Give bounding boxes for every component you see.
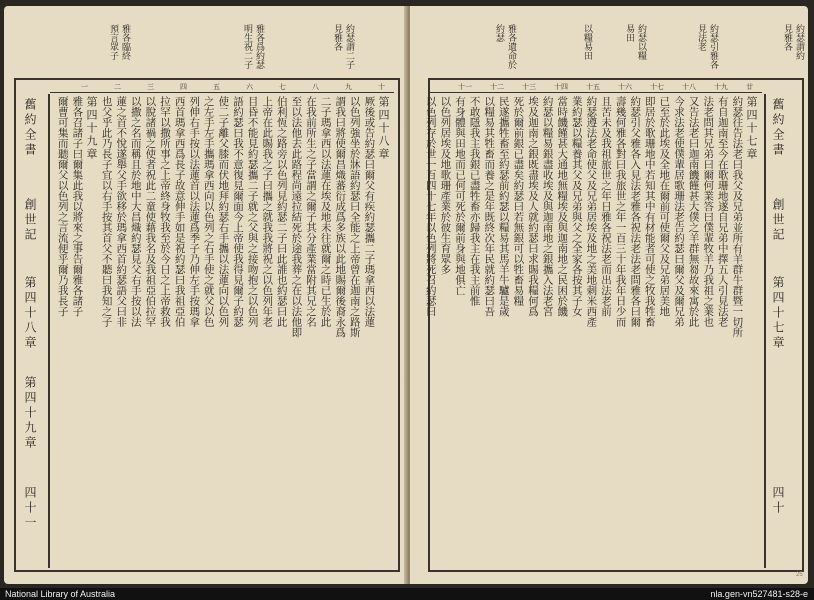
column-number: 十一 — [458, 83, 472, 91]
column-number: 九 — [345, 83, 352, 91]
footer-id: nla.gen-vn527481-s28-e — [710, 589, 808, 599]
margin-note: 約瑟引雅各 — [708, 24, 718, 69]
text-column: 以脫諸禍之使者祝此二童使藉我名及我祖亞伯拉罕 — [144, 96, 157, 327]
page-number: 四十一 — [23, 486, 37, 531]
page-number: 四十 — [771, 486, 785, 516]
margin-note: 預言眾子 — [108, 24, 118, 60]
text-column: 列伸右手按以法蓮首以法蓮爲季子乃伸左手按瑪拿 — [188, 96, 201, 327]
footer-bar — [0, 588, 814, 600]
text-column: 伯利恆之路旁以色列見約瑟二子曰此誰也約瑟曰此 — [275, 96, 288, 327]
footer-credit: National Library of Australia — [5, 589, 116, 599]
text-column: 之左手左手攜瑪拿西向以色列之右手使之就父以色 — [202, 96, 215, 327]
margin-note: 見雅各 — [332, 24, 342, 51]
column-number: 十四 — [554, 83, 568, 91]
text-column: 以色列強坐於牀語約瑟曰全能之上帝曾在迦南之路斯 — [348, 96, 361, 338]
column-number: 四 — [180, 83, 187, 91]
text-column: 以色列存於世一百四十七年以色列將死召約瑟曰 — [424, 96, 437, 317]
chapter-heading: 第四十七章 — [745, 96, 758, 161]
stamp-number: 25 — [796, 572, 803, 578]
column-tick-row — [50, 80, 394, 93]
text-column: 厥後或告約瑟曰爾父有疾約瑟攜二子瑪拿西以法蓮 — [363, 96, 376, 327]
column-number: 六 — [246, 83, 253, 91]
left-page — [4, 6, 408, 584]
margin-note: 約瑟 — [494, 24, 504, 42]
text-column: 在我前所生之子當謂之爾子其分產業當附其兄之名 — [305, 96, 317, 327]
margin-note: 約瑟以糧 — [636, 24, 646, 60]
text-column: 且苦未及我祖旅世之年日雅各祝法老而出法老前 — [600, 96, 612, 317]
running-book: 創世記 — [771, 198, 785, 243]
text-column: 約瑟往告法老曰我父及兄弟並所有羊群牛群暨一切所 — [731, 96, 744, 338]
text-column: 有身體與田地而已何可死於爾前身與地俱亡 — [454, 96, 466, 296]
text-column: 死於爾前銀已盡矣約瑟曰若無銀可以牲畜易糧 — [512, 96, 525, 306]
text-column: 雅各召諸子曰爾集此我以將來之事告爾雅各諸子 — [71, 96, 84, 317]
column-number: 三 — [147, 83, 154, 91]
text-column: 上帝在此賜我之子曰攜之就我我將祝之以色列年老 — [261, 96, 274, 327]
column-number: 二 — [114, 83, 121, 91]
text-column: 以色列居埃及地歌珊產業於彼生育眾多 — [439, 96, 452, 275]
text-column: 今求法老使僕輩居歌珊法老告約瑟曰爾父及爾兄弟 — [673, 96, 685, 327]
text-column: 至以法他去此路程尚遠拉結死於途我葬之在以法他即 — [290, 96, 303, 338]
column-number: 十三 — [522, 83, 536, 91]
text-column: 業約瑟以糧養其父及兄弟與父之全家各按其子女 — [570, 96, 583, 317]
column-number: 一 — [81, 83, 88, 91]
right-page — [410, 6, 808, 584]
column-number: 十七 — [650, 83, 664, 91]
running-book: 創世記 — [23, 198, 37, 243]
chapter-heading: 第四十八章 — [377, 96, 390, 161]
column-number: 五 — [213, 83, 220, 91]
text-column: 也父乎此乃長子宜以右手按其首父不聽曰我知之子 — [100, 96, 113, 327]
margin-note: 約瑟謂二子 — [344, 24, 354, 69]
margin-note: 易田 — [624, 24, 634, 42]
text-column: 法老問其兄弟曰爾何業答曰僕輩牧羊乃我祖之業也 — [702, 96, 715, 327]
text-column: 使二子離父膝而伏地拜約瑟右手攜以法蓮向以色列 — [217, 96, 230, 327]
margin-note: 以糧易田 — [582, 24, 592, 60]
column-number: 十五 — [586, 83, 600, 91]
column-number: 十 — [378, 83, 385, 91]
text-column: 西首瑪拿西爲長子故意伸手如是祝約瑟曰我祖亞伯 — [173, 96, 186, 327]
margin-note: 明生祝二子 — [242, 24, 252, 69]
text-column: 已至於此埃及全地在爾前可使爾父及兄弟居美地 — [658, 96, 671, 317]
text-column: 有自迦南至今在歌珊地遂自兄弟中擇五人引見法老 — [716, 96, 729, 327]
column-number: 十九 — [714, 83, 728, 91]
running-title: 舊約全書 — [771, 98, 785, 158]
text-column: 語約瑟曰我不意復見爾面今上帝使我得見爾子約瑟 — [232, 96, 244, 327]
running-chapter: 第四十七章 — [771, 276, 785, 351]
margin-note: 雅各遺命於 — [506, 24, 516, 69]
running-chapter: 第四十八章 — [23, 276, 37, 351]
text-column: 拉罕以撒所事之上帝終身牧我至於今日之上帝救我 — [159, 96, 171, 327]
text-column: 埃及迦南之銀既盡埃及人就約瑟曰求賜我糧何爲 — [527, 96, 539, 317]
column-number: 八 — [312, 83, 319, 91]
margin-note: 見雅各 — [782, 24, 792, 51]
text-column: 壽幾何雅各對曰我旅世之年一百三十年我年日少而 — [614, 96, 627, 327]
text-column: 民遂攜牲畜至約瑟前約瑟以糧易其馬羊牛驢是歲 — [497, 96, 510, 317]
title-divider — [48, 94, 50, 568]
text-column: 爾曹可集而聽爾父以色列之言流便乎爾乃我長子 — [56, 96, 69, 317]
running-title: 舊約全書 — [23, 98, 37, 158]
margin-note: 雅各臨終 — [120, 24, 130, 60]
text-column: 約瑟遵法老命使父及兄弟居埃及地之美地刺米西產 — [585, 96, 598, 327]
text-column: 謂我曰將使爾昌熾蕃衍成爲多族以此地賜爾後裔永爲 — [334, 96, 347, 338]
text-column: 蓮之首不悅遂舉父手欲移於瑪拿西首約瑟語父曰非 — [115, 96, 128, 327]
chapter-heading: 第四十九章 — [85, 96, 98, 161]
text-column: 約瑟引父雅各入見法老雅各祝法老法老問雅各曰爾 — [629, 96, 642, 327]
text-column: 不敢隱我主我銀已盡牲畜亦歸我主在我主前惟 — [468, 96, 481, 306]
column-number: 七 — [279, 83, 286, 91]
text-column: 即居於歌珊地中若知其中有材能者可使之牧我牲畜 — [643, 96, 656, 327]
margin-note: 見法老 — [696, 24, 706, 51]
text-column: 以撒之名而稱且於地中大昌熾約瑟見父右手按以法 — [129, 96, 142, 327]
margin-note: 雅各爲約瑟 — [254, 24, 264, 69]
column-number: 十六 — [618, 83, 632, 91]
column-number: 十二 — [490, 83, 504, 91]
text-column: 二子瑪拿西以法蓮在埃及地未往就爾之時已生於此 — [319, 96, 332, 327]
text-column: 又告法老曰迦南饑饉甚大僕之羊群無芻故來寓於此 — [687, 96, 700, 327]
text-column: 約瑟以糧易銀盡收埃及與迦南地之銀攜入法老宮 — [541, 96, 554, 317]
column-number: 廿 — [746, 83, 753, 91]
title-divider — [764, 94, 766, 568]
running-chapter-2: 第四十九章 — [23, 376, 37, 451]
margin-note: 約瑟謂約 — [794, 24, 804, 60]
text-column: 目昏不能見約瑟攜二子就之父與之接吻抱之以色列 — [246, 96, 259, 327]
text-column: 以糧易其牲畜而養之是年既終次年民就約瑟曰吾 — [483, 96, 496, 317]
column-number: 十八 — [682, 83, 696, 91]
text-column: 當時饑饉甚大通地無糧埃及與迦南地之民困於饑 — [556, 96, 569, 317]
